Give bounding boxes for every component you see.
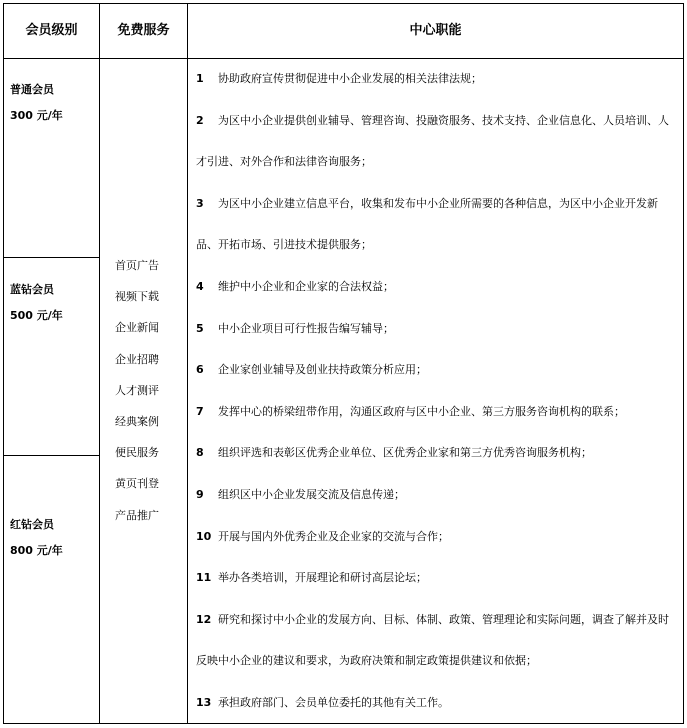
duty-item: 8 组织评选和表彰区优秀企业单位、区优秀企业家和第三方优秀咨询服务机构； [196, 446, 592, 460]
service-item: 便民服务 [115, 446, 159, 460]
duty-item: 2 为区中小企业提供创业辅导、管理咨询、投融资服务、技术支持、企业信息化、人员培训、人才引进、对外合作和法律咨询服务； [196, 113, 669, 169]
duty-item: 12 研究和探讨中小企业的发展方向、目标、体制、政策、管理理论和实际问题，调查了解并及时反映中小企业的建议和要求，为政府决策和制定政策提供建议和依据； [196, 612, 669, 668]
header-duties: 中心职能 [409, 23, 462, 38]
services-list [100, 250, 187, 531]
duty-item: 6 企业家创业辅导及创业扶持政策分析应用； [196, 363, 427, 377]
service-item: 黄页刊登 [115, 477, 159, 491]
service-item: 视频下载 [115, 290, 159, 304]
duties-list [188, 58, 683, 724]
level-price: 500 元/年 [10, 309, 63, 322]
level-name: 红钻会员 [10, 518, 54, 531]
membership-table [3, 3, 684, 724]
level-name: 普通会员 [10, 83, 54, 96]
service-item: 产品推广 [115, 508, 159, 522]
header-level: 会员级别 [25, 23, 78, 38]
header-services: 免费服务 [117, 23, 170, 38]
level-cell-regular [4, 77, 99, 129]
duty-item: 3 为区中小企业建立信息平台，收集和发布中小企业所需要的各种信息，为区中小企业开发新品、开拓市场、引进技术提供服务； [196, 196, 658, 252]
level-name: 蓝钻会员 [10, 283, 54, 296]
duty-item: 13 承担政府部门、会员单位委托的其他有关工作。 [196, 695, 449, 709]
service-item: 人才测评 [115, 383, 159, 397]
level-divider [4, 257, 99, 258]
duty-item: 4 维护中小企业和企业家的合法权益； [196, 279, 394, 293]
duty-item: 11 举办各类培训，开展理论和研讨高层论坛； [196, 571, 427, 585]
duty-item: 1 协助政府宣传贯彻促进中小企业发展的相关法律法规； [196, 72, 482, 85]
level-price: 800 元/年 [10, 544, 63, 557]
level-cell-red-diamond [4, 512, 99, 564]
duty-item: 5 中小企业项目可行性报告编写辅导； [196, 321, 394, 335]
service-item: 首页广告 [115, 259, 159, 272]
service-item: 企业招聘 [115, 352, 159, 366]
duty-item: 9 组织区中小企业发展交流及信息传递； [196, 487, 405, 501]
duty-item: 7 发挥中心的桥梁纽带作用，沟通区政府与区中小企业、第三方服务咨询机构的联系； [196, 404, 625, 418]
level-divider [4, 455, 99, 456]
duty-item: 10 开展与国内外优秀企业及企业家的交流与合作； [196, 529, 449, 543]
service-item: 经典案例 [115, 415, 159, 429]
level-price: 300 元/年 [10, 109, 63, 122]
service-item: 企业新闻 [115, 321, 159, 335]
level-cell-blue-diamond [4, 277, 99, 329]
